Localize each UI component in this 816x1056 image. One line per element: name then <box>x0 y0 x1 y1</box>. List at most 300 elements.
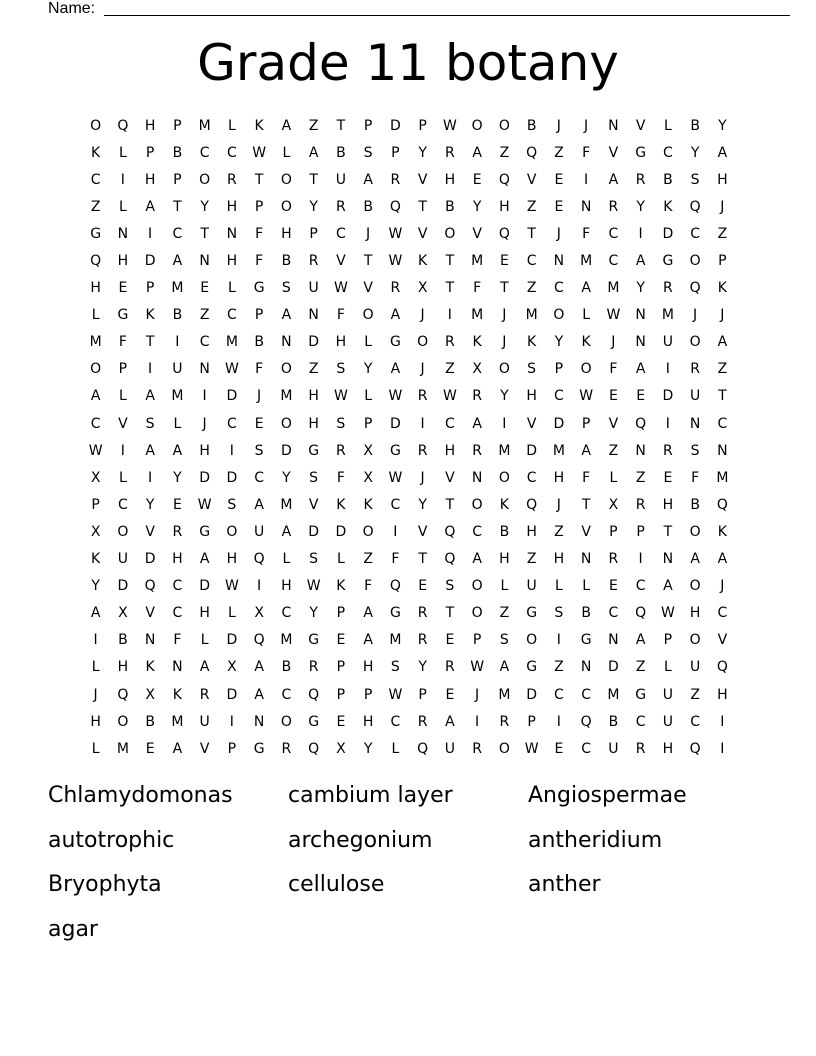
grid-letter: H <box>308 415 319 432</box>
grid-letter: U <box>254 523 265 540</box>
grid-letter: F <box>691 469 700 486</box>
grid-letter: V <box>363 280 373 297</box>
grid-letter: P <box>336 686 346 703</box>
grid-letter: W <box>442 117 457 134</box>
grid-letter: A <box>172 740 183 757</box>
grid-letter: T <box>254 171 264 188</box>
grid-letter: M <box>607 686 620 703</box>
grid-letter: V <box>526 171 537 188</box>
grid-letter: Y <box>636 198 645 215</box>
grid-letter: A <box>690 551 700 568</box>
grid-letter: Y <box>91 578 100 595</box>
grid-letter: A <box>145 442 155 459</box>
grid-letter: E <box>445 632 455 649</box>
grid-letter: B <box>172 144 183 161</box>
grid-letter: C <box>281 686 292 703</box>
grid-letter: I <box>93 632 98 649</box>
grid-letter: R <box>308 253 319 270</box>
grid-letter: H <box>172 551 183 568</box>
grid-letter: M <box>198 117 211 134</box>
grid-letter: A <box>717 334 728 351</box>
grid-letter: V <box>608 144 619 161</box>
grid-letter: D <box>280 442 292 459</box>
grid-letter: R <box>445 144 455 161</box>
word-list-item: agar <box>48 916 98 942</box>
name-field[interactable] <box>48 0 748 20</box>
grid-letter: H <box>499 198 510 215</box>
grid-letter: J <box>420 361 425 378</box>
grid-letter: M <box>471 253 484 270</box>
word-list-item: Bryophyta <box>48 872 162 897</box>
grid-letter: J <box>202 415 207 432</box>
grid-letter: D <box>308 523 320 540</box>
grid-letter: O <box>280 361 292 378</box>
grid-letter: H <box>144 171 156 188</box>
grid-letter: R <box>281 740 292 757</box>
grid-letter: D <box>662 388 674 405</box>
grid-letter: G <box>90 225 102 242</box>
grid-letter: O <box>689 334 701 351</box>
grid-letter: G <box>308 632 320 649</box>
grid-letter: T <box>663 523 673 540</box>
grid-letter: N <box>117 225 129 242</box>
grid-letter: R <box>417 388 428 405</box>
grid-row <box>82 708 742 735</box>
grid-letter: G <box>253 740 265 757</box>
grid-letter: Y <box>363 361 373 378</box>
grid-letter: A <box>199 551 210 568</box>
grid-letter: B <box>145 713 155 730</box>
grid-letter: T <box>527 225 536 242</box>
grid-row <box>82 112 742 139</box>
grid-letter: O <box>553 307 565 324</box>
grid-letter: W <box>388 686 403 703</box>
grid-letter: L <box>282 551 291 568</box>
grid-letter: T <box>173 198 182 215</box>
grid-letter: P <box>336 605 346 622</box>
grid-letter: W <box>197 496 212 513</box>
grid-letter: N <box>226 225 238 242</box>
grid-letter: I <box>257 578 262 595</box>
grid-letter: O <box>471 605 483 622</box>
grid-letter: I <box>229 442 234 459</box>
grid-letter: B <box>172 307 183 324</box>
grid-row <box>82 600 742 627</box>
grid-letter: R <box>635 496 646 513</box>
grid-letter: P <box>145 280 155 297</box>
grid-letter: A <box>254 659 264 676</box>
grid-letter: R <box>608 198 619 215</box>
grid-letter: E <box>663 469 673 486</box>
grid-letter: B <box>608 713 619 730</box>
grid-row <box>82 573 742 600</box>
grid-letter: C <box>444 415 455 432</box>
grid-letter: O <box>362 307 374 324</box>
grid-letter: Y <box>718 117 727 134</box>
grid-letter: O <box>471 578 483 595</box>
grid-letter: I <box>175 334 180 351</box>
grid-letter: G <box>635 686 647 703</box>
grid-letter: M <box>389 632 402 649</box>
grid-letter: C <box>172 225 183 242</box>
grid-letter: C <box>717 415 728 432</box>
grid-letter: A <box>172 442 183 459</box>
grid-letter: L <box>554 578 563 595</box>
grid-letter: O <box>498 740 510 757</box>
grid-letter: P <box>118 361 128 378</box>
grid-letter: H <box>199 442 210 459</box>
grid-letter: Q <box>444 551 456 568</box>
grid-letter: T <box>445 605 455 622</box>
grid-letter: J <box>611 334 616 351</box>
grid-letter: O <box>117 523 129 540</box>
grid-letter: J <box>502 334 507 351</box>
grid-letter: V <box>472 225 482 242</box>
grid-letter: N <box>144 632 156 649</box>
grid-letter: I <box>665 415 670 432</box>
grid-letter: V <box>417 171 428 188</box>
grid-row <box>82 302 742 329</box>
grid-letter: D <box>199 578 211 595</box>
grid-letter: N <box>471 469 483 486</box>
grid-letter: A <box>363 632 373 649</box>
grid-letter: D <box>526 686 538 703</box>
grid-letter: F <box>364 578 373 595</box>
grid-letter: X <box>90 523 101 540</box>
grid-letter: W <box>224 578 239 595</box>
grid-letter: L <box>663 659 672 676</box>
grid-letter: C <box>90 415 101 432</box>
grid-letter: B <box>281 659 292 676</box>
grid-letter: H <box>444 442 456 459</box>
grid-letter: O <box>90 117 102 134</box>
grid-letter: V <box>526 415 537 432</box>
grid-letter: W <box>579 388 594 405</box>
grid-letter: W <box>388 225 403 242</box>
grid-letter: O <box>280 713 292 730</box>
grid-letter: M <box>280 632 293 649</box>
grid-letter: H <box>199 605 210 622</box>
grid-letter: J <box>366 225 371 242</box>
grid-letter: I <box>148 225 153 242</box>
grid-row <box>82 654 742 681</box>
grid-letter: V <box>417 225 428 242</box>
grid-letter: W <box>442 388 457 405</box>
grid-letter: Z <box>308 117 319 134</box>
grid-letter: E <box>254 415 264 432</box>
grid-row <box>82 166 742 193</box>
grid-letter: S <box>527 361 537 378</box>
grid-letter: S <box>390 659 400 676</box>
grid-letter: C <box>608 253 619 270</box>
grid-letter: M <box>225 334 238 351</box>
grid-letter: E <box>172 496 182 513</box>
grid-letter: P <box>718 253 727 270</box>
grid-letter: Y <box>418 144 427 161</box>
grid-letter: Q <box>117 686 129 703</box>
grid-letter: W <box>333 388 348 405</box>
grid-letter: E <box>636 388 646 405</box>
grid-letter: C <box>662 144 673 161</box>
grid-letter: R <box>417 713 428 730</box>
grid-row <box>82 681 742 708</box>
grid-letter: I <box>502 415 507 432</box>
grid-letter: B <box>118 632 128 649</box>
grid-letter: T <box>445 253 455 270</box>
grid-letter: E <box>118 280 128 297</box>
name-label: Name: <box>48 0 96 17</box>
grid-letter: V <box>308 496 319 513</box>
grid-letter: D <box>389 415 401 432</box>
name-underline[interactable] <box>104 15 790 16</box>
grid-letter: C <box>199 144 210 161</box>
grid-letter: R <box>445 334 455 351</box>
grid-letter: W <box>224 361 239 378</box>
grid-letter: F <box>391 551 400 568</box>
grid-letter: X <box>227 659 237 676</box>
word-list-item: cambium layer <box>288 783 453 808</box>
grid-letter: H <box>308 388 319 405</box>
grid-letter: L <box>227 117 236 134</box>
grid-letter: K <box>499 496 509 513</box>
grid-letter: R <box>472 740 482 757</box>
grid-letter: R <box>417 605 428 622</box>
grid-letter: R <box>390 280 401 297</box>
grid-letter: A <box>581 442 591 459</box>
grid-letter: N <box>608 117 619 134</box>
grid-letter: J <box>584 117 589 134</box>
grid-letter: D <box>199 469 211 486</box>
grid-letter: H <box>362 713 374 730</box>
grid-letter: J <box>556 225 561 242</box>
grid-letter: L <box>364 388 373 405</box>
grid-letter: J <box>720 307 725 324</box>
grid-letter: B <box>526 117 537 134</box>
grid-letter: V <box>445 469 455 486</box>
grid-letter: B <box>499 523 510 540</box>
grid-letter: D <box>117 578 129 595</box>
grid-letter: V <box>608 415 619 432</box>
grid-letter: E <box>445 686 455 703</box>
grid-letter: O <box>226 523 238 540</box>
grid-letter: Q <box>117 117 129 134</box>
grid-letter: Y <box>418 496 427 513</box>
grid-letter: Q <box>389 578 401 595</box>
grid-letter: P <box>91 496 100 513</box>
grid-letter: U <box>117 551 128 568</box>
grid-letter: L <box>582 578 591 595</box>
grid-letter: C <box>635 713 646 730</box>
grid-letter: J <box>556 496 561 513</box>
grid-letter: Z <box>635 469 646 486</box>
grid-letter: M <box>171 388 184 405</box>
grid-letter: H <box>335 334 347 351</box>
grid-letter: S <box>309 551 319 568</box>
grid-letter: O <box>471 117 483 134</box>
grid-letter: J <box>556 117 561 134</box>
grid-letter: N <box>580 659 592 676</box>
grid-letter: N <box>199 361 210 378</box>
grid-letter: W <box>388 469 403 486</box>
grid-letter: D <box>389 117 401 134</box>
grid-row <box>82 546 742 573</box>
grid-letter: C <box>553 280 564 297</box>
grid-letter: N <box>580 198 592 215</box>
grid-letter: Y <box>145 496 155 513</box>
grid-letter: N <box>253 713 265 730</box>
grid-letter: I <box>120 442 125 459</box>
grid-letter: X <box>417 280 428 297</box>
grid-letter: W <box>333 280 348 297</box>
grid-letter: S <box>309 469 319 486</box>
grid-letter: Q <box>144 578 156 595</box>
grid-letter: T <box>581 496 591 513</box>
grid-letter: L <box>200 632 209 649</box>
grid-letter: Q <box>580 713 592 730</box>
grid-letter: B <box>281 253 292 270</box>
grid-letter: E <box>554 171 564 188</box>
grid-letter: Z <box>554 523 564 540</box>
grid-letter: Q <box>716 659 728 676</box>
grid-letter: H <box>117 659 129 676</box>
grid-letter: X <box>608 496 619 513</box>
grid-letter: W <box>660 605 675 622</box>
grid-letter: D <box>662 225 674 242</box>
grid-letter: C <box>172 578 183 595</box>
grid-letter: L <box>173 415 182 432</box>
grid-letter: L <box>91 740 100 757</box>
grid-letter: Q <box>635 605 647 622</box>
grid-letter: R <box>635 740 646 757</box>
grid-letter: C <box>335 225 346 242</box>
grid-letter: E <box>608 388 618 405</box>
grid-letter: D <box>526 442 538 459</box>
grid-row <box>82 329 742 356</box>
grid-letter: Q <box>417 740 429 757</box>
grid-letter: H <box>717 171 728 188</box>
word-list-item: Chlamydomonas <box>48 783 233 808</box>
grid-letter: S <box>554 605 564 622</box>
grid-letter: E <box>554 198 564 215</box>
grid-letter: T <box>309 171 318 188</box>
grid-letter: B <box>663 171 673 188</box>
grid-letter: Y <box>690 144 700 161</box>
grid-letter: L <box>582 307 591 324</box>
grid-letter: A <box>717 551 728 568</box>
grid-letter: Z <box>717 361 728 378</box>
grid-letter: Z <box>499 605 510 622</box>
grid-letter: Z <box>526 280 537 297</box>
grid-letter: H <box>444 171 456 188</box>
grid-letter: Q <box>498 171 510 188</box>
grid-letter: C <box>553 388 564 405</box>
grid-letter: X <box>363 469 373 486</box>
grid-letter: C <box>226 307 237 324</box>
grid-letter: Q <box>444 523 456 540</box>
word-list-item: antheridium <box>528 827 663 853</box>
word-list-item: Angiospermae <box>528 783 687 808</box>
grid-letter: P <box>254 198 264 215</box>
grid-letter: C <box>553 686 564 703</box>
grid-letter: L <box>118 388 127 405</box>
grid-letter: C <box>199 334 210 351</box>
grid-letter: H <box>362 659 374 676</box>
grid-letter: Q <box>689 280 701 297</box>
grid-letter: I <box>556 713 561 730</box>
grid-letter: C <box>117 496 128 513</box>
grid-letter: A <box>472 144 482 161</box>
grid-letter: M <box>116 740 129 757</box>
grid-letter: G <box>635 144 647 161</box>
grid-letter: C <box>690 713 701 730</box>
grid-letter: V <box>581 523 591 540</box>
grid-letter: Y <box>309 605 318 622</box>
grid-row <box>82 383 742 410</box>
grid-letter: C <box>226 144 237 161</box>
grid-letter: R <box>499 713 510 730</box>
grid-letter: M <box>171 280 184 297</box>
grid-letter: Q <box>689 198 701 215</box>
grid-letter: M <box>580 253 593 270</box>
grid-letter: K <box>418 253 428 270</box>
grid-letter: K <box>91 144 101 161</box>
grid-letter: I <box>148 469 153 486</box>
grid-letter: N <box>308 307 319 324</box>
grid-letter: E <box>336 713 346 730</box>
grid-letter: C <box>172 605 183 622</box>
grid-letter: O <box>280 198 292 215</box>
grid-letter: C <box>690 225 701 242</box>
grid-letter: U <box>662 713 673 730</box>
grid-letter: R <box>417 632 428 649</box>
grid-letter: N <box>689 415 701 432</box>
grid-letter: A <box>663 578 673 595</box>
grid-letter: P <box>145 144 155 161</box>
grid-letter: X <box>363 442 373 459</box>
grid-letter: Y <box>472 198 482 215</box>
grid-letter: I <box>665 361 670 378</box>
grid-letter: Q <box>253 551 265 568</box>
grid-letter: O <box>498 117 510 134</box>
grid-letter: R <box>472 388 482 405</box>
grid-letter: E <box>200 280 210 297</box>
grid-letter: X <box>145 686 155 703</box>
grid-letter: J <box>720 578 725 595</box>
grid-letter: P <box>418 117 427 134</box>
grid-letter: Q <box>253 632 265 649</box>
grid-letter: P <box>363 117 373 134</box>
grid-letter: H <box>226 551 238 568</box>
grid-letter: M <box>89 334 102 351</box>
grid-letter: R <box>390 171 401 188</box>
grid-letter: K <box>717 523 727 540</box>
grid-letter: M <box>498 686 511 703</box>
grid-letter: M <box>716 469 729 486</box>
grid-letter: A <box>581 280 591 297</box>
grid-letter: D <box>607 659 619 676</box>
grid-letter: F <box>473 280 482 297</box>
grid-letter: G <box>117 307 129 324</box>
grid-letter: S <box>145 415 155 432</box>
grid-letter: M <box>661 307 674 324</box>
grid-letter: W <box>388 253 403 270</box>
grid-letter: A <box>90 605 101 622</box>
grid-letter: T <box>718 388 727 405</box>
grid-letter: P <box>581 415 591 432</box>
grid-letter: M <box>498 442 511 459</box>
grid-letter: A <box>254 496 264 513</box>
grid-row <box>82 410 742 437</box>
